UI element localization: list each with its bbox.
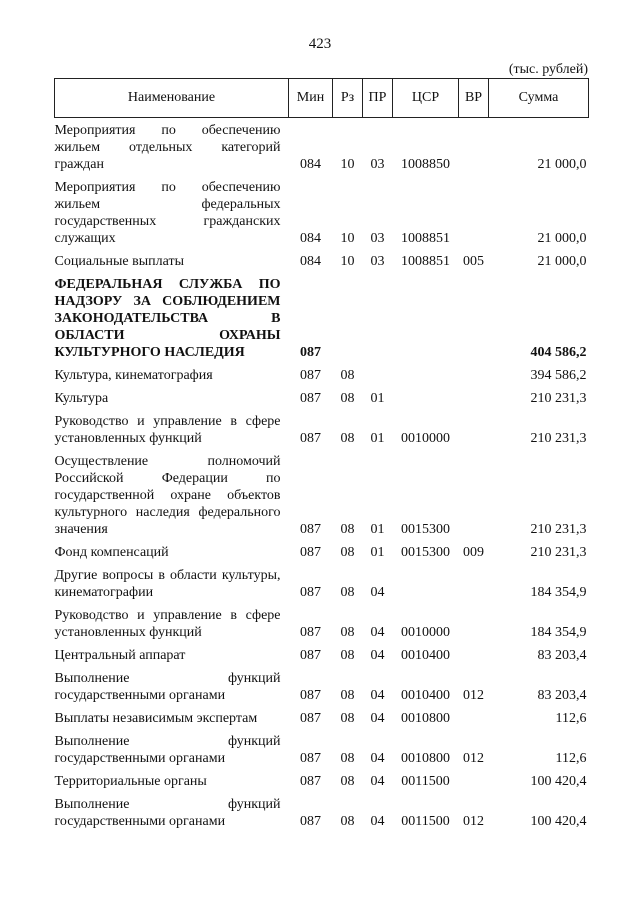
table-row bbox=[55, 274, 589, 365]
header-name: Наименование bbox=[55, 79, 289, 118]
cell-vr bbox=[459, 565, 489, 605]
cell-min: 087 bbox=[300, 431, 321, 446]
cell-csr: 0010800 bbox=[401, 711, 450, 726]
cell-sum: 210 231,3 bbox=[530, 545, 587, 560]
cell-pr: 01 bbox=[370, 545, 385, 560]
cell-min: 087 bbox=[300, 688, 321, 703]
cell-min: 087 bbox=[300, 391, 321, 406]
cell-csr bbox=[393, 365, 459, 388]
table-row bbox=[55, 365, 589, 388]
cell-name: Территориальные органы bbox=[54, 774, 207, 789]
cell-sum: 21 000,0 bbox=[537, 231, 587, 246]
cell-vr bbox=[459, 118, 489, 178]
table-row bbox=[55, 542, 589, 565]
cell-sum: 404 586,2 bbox=[530, 345, 587, 360]
cell-sum: 184 354,9 bbox=[530, 625, 587, 640]
cell-vr: 009 bbox=[463, 545, 484, 560]
table-row bbox=[55, 794, 589, 834]
cell-sum: 100 420,4 bbox=[530, 814, 587, 829]
cell-sum: 21 000,0 bbox=[537, 157, 587, 172]
cell-rz: 08 bbox=[340, 711, 355, 726]
cell-vr: 005 bbox=[463, 254, 484, 269]
cell-name: Мероприятия по обеспечению жильем федеральных государственных гражданских служащих bbox=[54, 180, 281, 246]
cell-rz: 08 bbox=[340, 585, 355, 600]
cell-pr: 01 bbox=[370, 391, 385, 406]
cell-vr bbox=[459, 411, 489, 451]
cell-csr: 0010800 bbox=[401, 751, 450, 766]
cell-vr: 012 bbox=[463, 688, 484, 703]
cell-csr: 0011500 bbox=[401, 774, 450, 789]
cell-sum: 21 000,0 bbox=[537, 254, 587, 269]
cell-name: Выполнение функций государственными органами bbox=[54, 671, 281, 703]
cell-sum: 83 203,4 bbox=[537, 688, 587, 703]
cell-pr: 04 bbox=[370, 625, 385, 640]
cell-csr: 0010000 bbox=[401, 625, 450, 640]
cell-name: Фонд компенсаций bbox=[54, 545, 169, 560]
cell-name: Социальные выплаты bbox=[54, 254, 185, 269]
table-body bbox=[55, 118, 589, 835]
cell-vr: 012 bbox=[463, 751, 484, 766]
cell-min: 084 bbox=[300, 157, 321, 172]
cell-min: 087 bbox=[300, 774, 321, 789]
cell-min: 084 bbox=[300, 254, 321, 269]
cell-vr bbox=[459, 274, 489, 365]
table-row bbox=[55, 177, 589, 251]
cell-vr bbox=[459, 605, 489, 645]
cell-name: Руководство и управление в сфере установленных функций bbox=[54, 414, 281, 446]
cell-name: Руководство и управление в сфере установленных функций bbox=[54, 608, 281, 640]
table-row bbox=[55, 451, 589, 542]
cell-min: 087 bbox=[300, 751, 321, 766]
cell-rz: 08 bbox=[340, 522, 355, 537]
cell-rz: 08 bbox=[340, 368, 355, 383]
cell-name: Выполнение функций государственными органами bbox=[54, 734, 281, 766]
cell-csr: 0015300 bbox=[401, 545, 450, 560]
cell-name: Осуществление полномочий Российской Федерации по государственной охране объектов культурного наследия федерального значения bbox=[54, 454, 281, 537]
cell-pr: 04 bbox=[370, 814, 385, 829]
cell-rz: 08 bbox=[340, 625, 355, 640]
cell-rz: 08 bbox=[340, 545, 355, 560]
cell-rz: 08 bbox=[340, 431, 355, 446]
cell-rz: 08 bbox=[340, 648, 355, 663]
cell-min: 084 bbox=[300, 231, 321, 246]
cell-min: 087 bbox=[300, 585, 321, 600]
cell-pr bbox=[363, 365, 393, 388]
cell-csr: 0010400 bbox=[401, 648, 450, 663]
table-row bbox=[55, 605, 589, 645]
cell-rz: 08 bbox=[340, 774, 355, 789]
cell-vr bbox=[459, 451, 489, 542]
cell-csr bbox=[393, 274, 459, 365]
table-row bbox=[55, 731, 589, 771]
cell-rz: 10 bbox=[340, 157, 355, 172]
cell-vr bbox=[459, 365, 489, 388]
table-row bbox=[55, 411, 589, 451]
header-rz: Рз bbox=[333, 79, 363, 118]
cell-sum: 210 231,3 bbox=[530, 522, 587, 537]
cell-min: 087 bbox=[300, 522, 321, 537]
table-row bbox=[55, 645, 589, 668]
cell-pr: 01 bbox=[370, 431, 385, 446]
cell-min: 087 bbox=[300, 711, 321, 726]
units-label: (тыс. рублей) bbox=[508, 62, 588, 77]
cell-min: 087 bbox=[300, 648, 321, 663]
cell-sum: 112,6 bbox=[555, 711, 587, 726]
cell-csr: 0011500 bbox=[401, 814, 450, 829]
table-row bbox=[55, 565, 589, 605]
cell-rz: 08 bbox=[340, 391, 355, 406]
cell-pr: 04 bbox=[370, 774, 385, 789]
header-csr: ЦСР bbox=[393, 79, 459, 118]
cell-pr: 04 bbox=[370, 711, 385, 726]
cell-csr: 0015300 bbox=[401, 522, 450, 537]
table-row bbox=[55, 668, 589, 708]
table-row bbox=[55, 118, 589, 178]
cell-pr: 04 bbox=[370, 688, 385, 703]
cell-vr bbox=[459, 177, 489, 251]
table-header-row bbox=[55, 79, 589, 118]
cell-sum: 394 586,2 bbox=[530, 368, 587, 383]
cell-csr: 0010400 bbox=[401, 688, 450, 703]
cell-name: Мероприятия по обеспечению жильем отдельных категорий граждан bbox=[54, 123, 281, 172]
cell-min: 087 bbox=[300, 368, 321, 383]
cell-sum: 210 231,3 bbox=[530, 431, 587, 446]
header-sum: Сумма bbox=[489, 79, 589, 118]
cell-sum: 210 231,3 bbox=[530, 391, 587, 406]
cell-name: Культура, кинематография bbox=[54, 368, 213, 383]
cell-csr: 0010000 bbox=[401, 431, 450, 446]
budget-table bbox=[54, 78, 589, 834]
cell-name: Культура bbox=[54, 391, 109, 406]
cell-min: 087 bbox=[300, 814, 321, 829]
header-min: Мин bbox=[289, 79, 333, 118]
cell-vr: 012 bbox=[463, 814, 484, 829]
cell-rz: 10 bbox=[340, 231, 355, 246]
cell-pr: 04 bbox=[370, 751, 385, 766]
cell-vr bbox=[459, 771, 489, 794]
table-row bbox=[55, 771, 589, 794]
cell-pr: 04 bbox=[370, 585, 385, 600]
page-number: 423 bbox=[308, 36, 332, 52]
cell-rz: 08 bbox=[340, 688, 355, 703]
cell-sum: 83 203,4 bbox=[537, 648, 587, 663]
cell-csr bbox=[393, 388, 459, 411]
cell-name: Выплаты независимым экспертам bbox=[54, 711, 258, 726]
cell-csr: 1008850 bbox=[401, 157, 450, 172]
header-vr: ВР bbox=[459, 79, 489, 118]
cell-csr: 1008851 bbox=[401, 231, 450, 246]
cell-pr: 03 bbox=[370, 157, 385, 172]
cell-rz bbox=[333, 274, 363, 365]
cell-name: Выполнение функций государственными органами bbox=[54, 797, 281, 829]
cell-min: 087 bbox=[300, 545, 321, 560]
table-row bbox=[55, 708, 589, 731]
table-row bbox=[55, 388, 589, 411]
cell-csr: 1008851 bbox=[401, 254, 450, 269]
cell-name: Центральный аппарат bbox=[54, 648, 186, 663]
cell-vr bbox=[459, 645, 489, 668]
cell-vr bbox=[459, 388, 489, 411]
cell-rz: 08 bbox=[340, 814, 355, 829]
cell-sum: 184 354,9 bbox=[530, 585, 587, 600]
cell-rz: 08 bbox=[340, 751, 355, 766]
cell-pr: 01 bbox=[370, 522, 385, 537]
cell-sum: 112,6 bbox=[555, 751, 587, 766]
cell-rz: 10 bbox=[340, 254, 355, 269]
cell-csr bbox=[393, 565, 459, 605]
cell-min: 087 bbox=[300, 625, 321, 640]
table-row bbox=[55, 251, 589, 274]
cell-pr: 03 bbox=[370, 254, 385, 269]
cell-vr bbox=[459, 708, 489, 731]
header-pr: ПР bbox=[363, 79, 393, 118]
cell-name: Другие вопросы в области культуры, кинематографии bbox=[54, 568, 281, 600]
cell-min: 087 bbox=[300, 345, 321, 360]
cell-pr: 04 bbox=[370, 648, 385, 663]
cell-pr bbox=[363, 274, 393, 365]
cell-sum: 100 420,4 bbox=[530, 774, 587, 789]
cell-pr: 03 bbox=[370, 231, 385, 246]
cell-name: ФЕДЕРАЛЬНАЯ СЛУЖБА ПО НАДЗОРУ ЗА СОБЛЮДЕНИЕМ ЗАКОНОДАТЕЛЬСТВА В ОБЛАСТИ ОХРАНЫ КУЛЬТУРНОГО НАСЛЕДИЯ bbox=[54, 277, 281, 360]
